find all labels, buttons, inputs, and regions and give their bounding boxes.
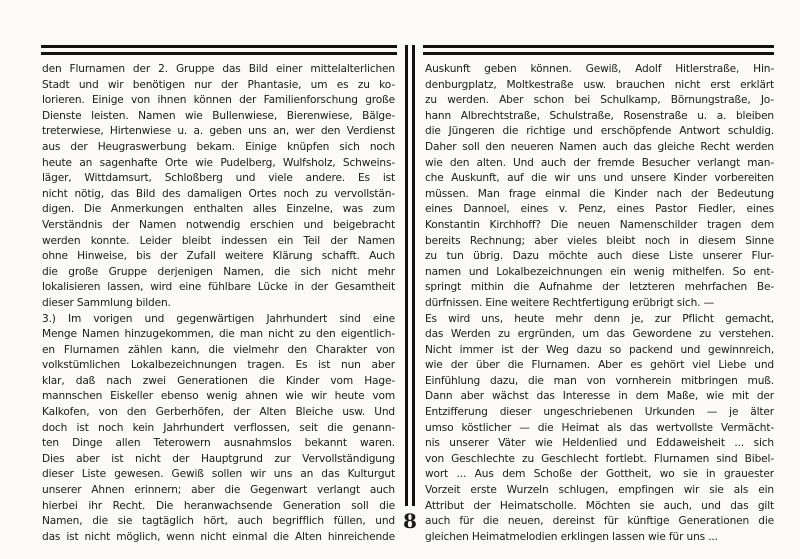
text-line: das Werden zu ergründen, um das Gewordene zu verstehen.: [425, 328, 774, 341]
text-line: unserer Ahnen erinnern; aber die Gegenwart verlangt auch: [42, 484, 395, 497]
text-line: Dann aber wächst das Interesse in dem Maße, wie mit der: [425, 390, 774, 403]
text-line: zu werden. Aber schon bei Schulkamp, Börnungstraße, Jo-: [425, 94, 774, 107]
text-line: denburgplatz, Moltkestraße usw. brauchen nicht erst erklärt: [425, 78, 774, 91]
text-line: dieser Liste gewesen. Gewiß sollen wir uns an das Kulturgut: [42, 468, 395, 481]
text-line: volkstümlichen Lokalbezeichnungen tragen. Es ist nun aber: [42, 359, 395, 372]
text-line: lorieren. Einige von ihnen können der Familienforschung große: [42, 94, 395, 107]
text-line: werden konnte. Leider bleibt indessen ein Teil der Namen: [42, 234, 395, 247]
text-line: mannschen Eiskeller ebenso wenig ahnen wie wir heute vom: [42, 390, 395, 403]
text-line: Namen, die sie tagtäglich hört, auch begrifflich füllen, und: [42, 515, 395, 528]
text-line: den Flurnamen der 2. Gruppe das Bild einer mittelalterlichen: [42, 63, 395, 75]
text-line: heute an sagenhafte Orte wie Pudelberg, Wulfsholz, Schweins-: [42, 156, 395, 169]
text-line: bereits Rechnung; aber vieles bleibt noch in diesem Sinne: [425, 234, 774, 247]
text-line: lokalisieren lassen, wird eine fühlbare Lücke in der Gesamtheit: [42, 281, 395, 294]
center-gutter-rule: [405, 45, 415, 513]
text-line: Entzifferung dieser ungeschriebenen Urkunden — je älter: [425, 406, 774, 419]
text-line: digen. Die Anmerkungen enthalten alles Einzelne, was zum: [42, 203, 395, 216]
text-line: Dienste leisten. Namen wie Bullenwiese, Bierenwiese, Bälge-: [42, 109, 395, 122]
text-line: müssen. Man frage einmal die Kinder nach der Bedeutung: [425, 187, 774, 200]
text-line: ten Dinge allen Teterowern ausnahmslos bekannt waren.: [42, 437, 395, 450]
text-line: Auskunft geben können. Gewiß, Adolf Hitlerstraße, Hin-: [425, 63, 774, 75]
text-line: auch für die neuen, dereinst für künftige Generationen die: [425, 515, 774, 528]
text-line: Verständnis der Namen notwendig erschien und beigebracht: [42, 218, 395, 231]
text-line: Daher soll den neueren Namen auch das gleiche Recht werden: [425, 140, 774, 153]
text-line: Nicht immer ist der Weg dazu so packend und gewinnreich,: [425, 343, 774, 356]
page-number: 8: [399, 506, 421, 536]
text-line: dieser Sammlung bilden.: [42, 296, 171, 309]
text-line: dürfnissen. Eine weitere Rechtfertigung erübrigt sich. —: [425, 296, 715, 309]
text-line: hann Albrechtstraße, Schulstraße, Rosenstraße u. a. bleiben: [425, 109, 774, 122]
text-line: von Geschlechte zu Geschlecht fortlebt. Flurnamen sind Bibel-: [425, 452, 774, 465]
text-line: aus der Heugraswerbung bekam. Einige knüpfen sich noch: [42, 140, 395, 153]
text-line: Dies aber ist nicht der Hauptgrund zur Vervollständigung: [42, 452, 395, 465]
text-line: en Flurnamen zählen kann, die vielmehr den Charakter von: [42, 343, 395, 356]
text-line: wort ... Aus dem Schoße der Gottheit, wo sie in grauester: [425, 468, 774, 481]
text-line: namen und Lokalbezeichnungen ein wenig mithelfen. So ent-: [425, 265, 774, 278]
text-line: das ist nicht möglich, wenn nicht einmal die Alten hinreichende: [42, 530, 395, 543]
text-line: zu tun übrig. Dazu möchte auch diese Liste unserer Flur-: [425, 250, 774, 263]
text-line: hierbei ihr Recht. Die heranwachsende Generation soll die: [42, 499, 395, 512]
text-line: Menge Namen hinzugekommen, die man nicht zu den eigentlich-: [42, 328, 395, 341]
text-line: läger, Wittdamsurt, Schloßberg und viele andere. Es ist: [42, 172, 395, 185]
text-line: Kalkofen, von den Gerberhöfen, der Alten Bleiche usw. Und: [42, 406, 395, 419]
text-line: die große Gruppe derjenigen Namen, die sich nicht mehr: [42, 265, 395, 278]
text-line: treterwiese, Hirtenwiese u. a. geben uns an, wer den Verdienst: [42, 125, 395, 138]
text-line: doch ist noch kein Jahrhundert verflossen, seit die genann-: [42, 421, 395, 434]
text-line: wie den alten. Und auch der fremde Besucher verlangt man-: [425, 156, 774, 169]
text-line: die Jüngeren die richtige und erschöpfende Antwort schuldig.: [425, 125, 774, 138]
text-line: 3.) Im vorigen und gegenwärtigen Jahrhundert sind eine: [42, 312, 395, 325]
text-line: Konstantin Kirchhoff? Die neuen Namenschilder tragen dem: [425, 218, 774, 231]
right-page-header-rule: [423, 45, 774, 55]
text-line: Vorzeit erste Wurzeln schlugen, empfingen wir sie als ein: [425, 484, 774, 497]
text-line: klar, daß nach zwei Generationen die Kinder vom Hage-: [42, 374, 395, 387]
text-line: gleichen Heimatmelodien erklingen lassen wie für uns ...: [425, 530, 718, 543]
left-text-column: [42, 62, 395, 545]
text-line: nicht nötig, das Bild des damaligen Ortes noch zu vervollstän-: [42, 187, 395, 200]
text-line: che Auskunft, auf die wir uns und unsere Kinder vorbereiten: [425, 172, 774, 185]
text-line: wie der über die Flurnamen. Aber es gehört viel Liebe und: [425, 359, 774, 372]
text-line: Es wird uns, heute mehr denn je, zur Pflicht gemacht,: [425, 312, 774, 325]
text-line: Stadt und wir benötigen nur der Phantasie, um es zu ko-: [42, 78, 395, 91]
text-line: springt mithin die Aufnahme der letzteren mehrfachen Be-: [425, 281, 774, 294]
right-text-column: [425, 62, 774, 545]
text-line: umso köstlicher — die Heimat als das wertvollste Vermächt-: [425, 421, 774, 434]
text-line: ohne Hinweise, bis der Zufall weitere Klärung schafft. Auch: [42, 250, 395, 263]
text-line: Attribut der Heimatscholle. Möchten sie auch, und das gilt: [425, 499, 774, 512]
left-page-header-rule: [41, 45, 397, 55]
text-line: nis unserer Väter wie Heldenlied und Eddaweisheit ... sich: [425, 437, 774, 450]
text-line: Einfühlung dazu, die man von vornherein mitbringen muß.: [425, 374, 774, 387]
text-line: eines Dannoel, eines v. Penz, eines Pastor Fiedler, eines: [425, 203, 774, 216]
